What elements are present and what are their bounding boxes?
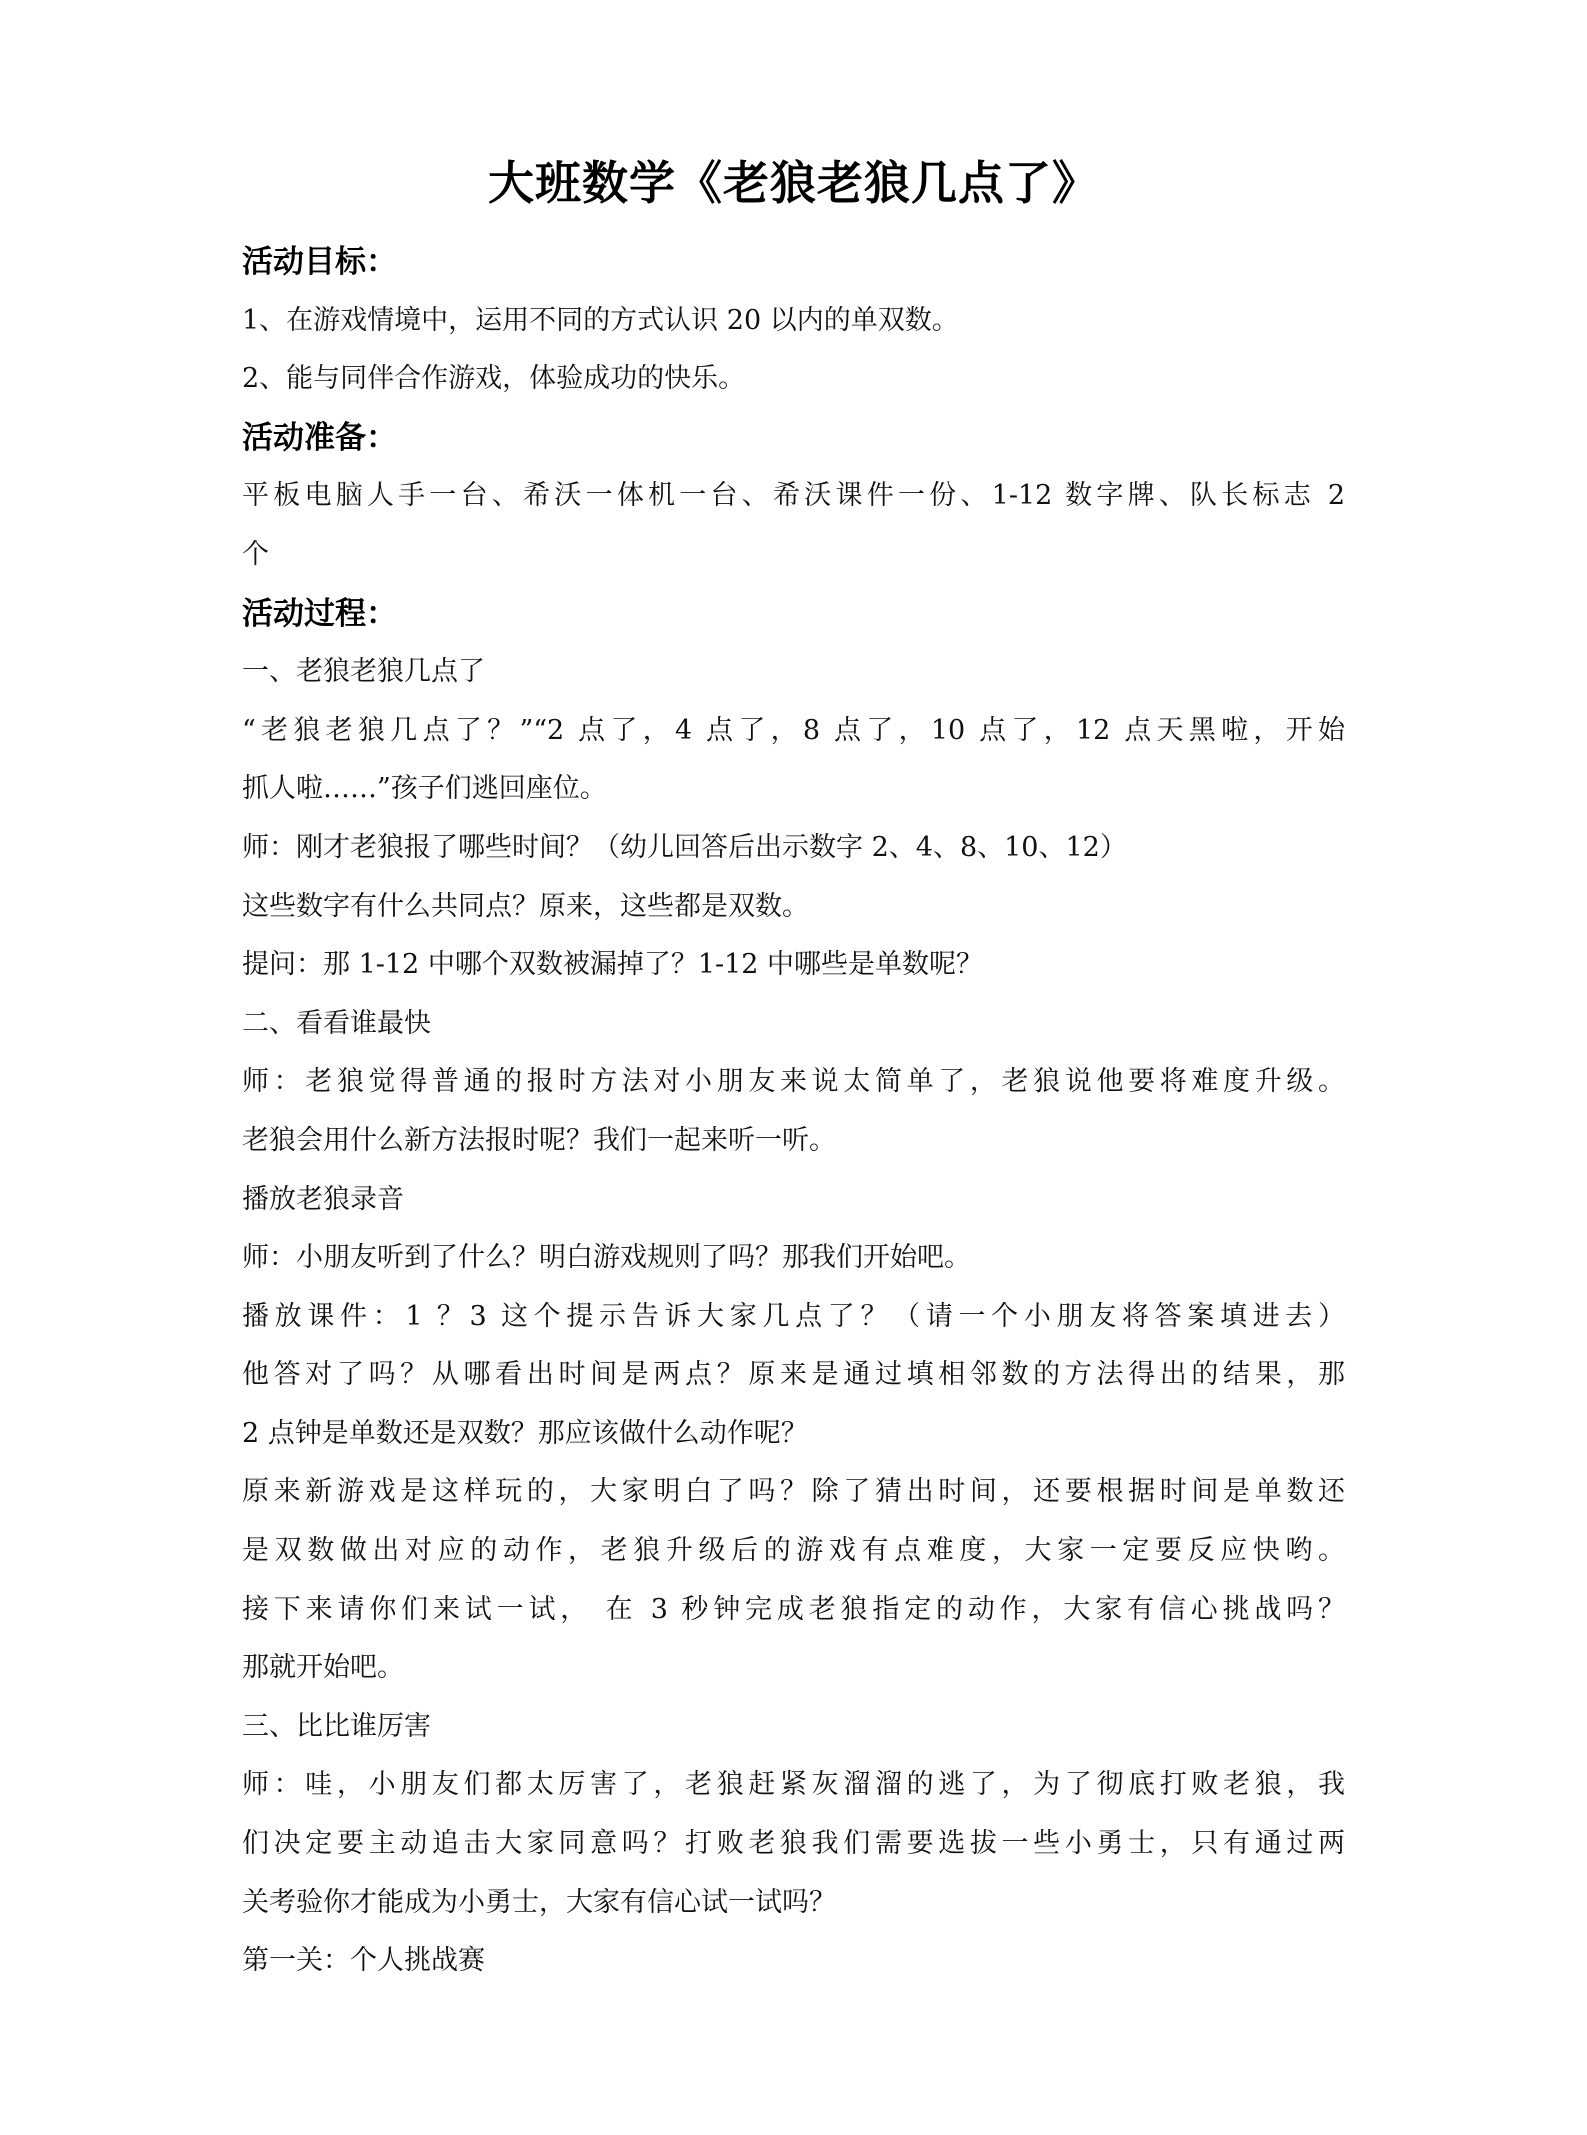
subsection-heading-1: 一、老狼老狼几点了 [242, 656, 485, 688]
paragraph-line: 师：刚才老狼报了哪些时间？（幼儿回答后出示数字 2、4、8、10、12） [242, 831, 1127, 863]
preparation-text-line: 个 [242, 538, 269, 570]
goal-item-2: 2、能与同伴合作游戏，体验成功的快乐。 [242, 363, 746, 395]
paragraph-line: 他答对了吗？从哪看出时间是两点？原来是通过填相邻数的方法得出的结果，那 [242, 1359, 1345, 1391]
goal-item-1: 1、在游戏情境中，运用不同的方式认识 20 以内的单双数。 [242, 304, 959, 336]
subsection-heading-3: 三、比比谁厉害 [242, 1710, 431, 1742]
paragraph-line: 播放课件：1 ？3 这个提示告诉大家几点了？（请一个小朋友将答案填进去） [242, 1300, 1345, 1332]
section-heading-process: 活动过程： [242, 595, 397, 632]
preparation-text-line: 平板电脑人手一台、希沃一体机一台、希沃课件一份、1-12 数字牌、队长标志 2 [242, 480, 1345, 512]
paragraph-line: 老狼会用什么新方法报时呢？我们一起来听一听。 [242, 1124, 836, 1156]
subsection-heading-2: 二、看看谁最快 [242, 1007, 431, 1039]
paragraph-line: 是双数做出对应的动作，老狼升级后的游戏有点难度，大家一定要反应快哟。 [242, 1535, 1345, 1567]
paragraph-line: 师：老狼觉得普通的报时方法对小朋友来说太简单了，老狼说他要将难度升级。 [242, 1066, 1345, 1098]
paragraph-line: 原来新游戏是这样玩的，大家明白了吗？除了猜出时间，还要根据时间是单数还 [242, 1476, 1345, 1508]
paragraph-line: 关考验你才能成为小勇士，大家有信心试一试吗？ [242, 1886, 836, 1918]
paragraph-line: 播放老狼录音 [242, 1183, 404, 1215]
paragraph-line: 们决定要主动追击大家同意吗？打败老狼我们需要选拔一些小勇士，只有通过两 [242, 1828, 1345, 1860]
paragraph-line: 2 点钟是单数还是双数？那应该做什么动作呢？ [242, 1417, 808, 1449]
paragraph-line: 这些数字有什么共同点？原来，这些都是双数。 [242, 890, 809, 922]
section-heading-preparation: 活动准备： [242, 419, 397, 456]
document-title: 大班数学《老狼老狼几点了》 [488, 156, 1099, 210]
paragraph-line: 师：小朋友听到了什么？明白游戏规则了吗？那我们开始吧。 [242, 1242, 971, 1274]
paragraph-line: 第一关：个人挑战赛 [242, 1945, 485, 1977]
paragraph-line: 抓人啦……”孩子们逃回座位。 [242, 773, 607, 805]
paragraph-line: 接下来请你们来试一试， 在 3 秒钟完成老狼指定的动作，大家有信心挑战吗？ [242, 1593, 1345, 1625]
paragraph-line: 师：哇，小朋友们都太厉害了，老狼赶紧灰溜溜的逃了，为了彻底打败老狼，我 [242, 1769, 1345, 1801]
paragraph-line: 提问：那 1-12 中哪个双数被漏掉了？1-12 中哪些是单数呢？ [242, 949, 984, 981]
paragraph-line: 那就开始吧。 [242, 1652, 404, 1684]
document-body [242, 233, 1345, 1991]
paragraph-line: “老狼老狼几点了？”“2 点了，4 点了，8 点了，10 点了，12 点天黑啦，开始 [242, 714, 1345, 746]
section-heading-goals: 活动目标： [242, 244, 397, 280]
